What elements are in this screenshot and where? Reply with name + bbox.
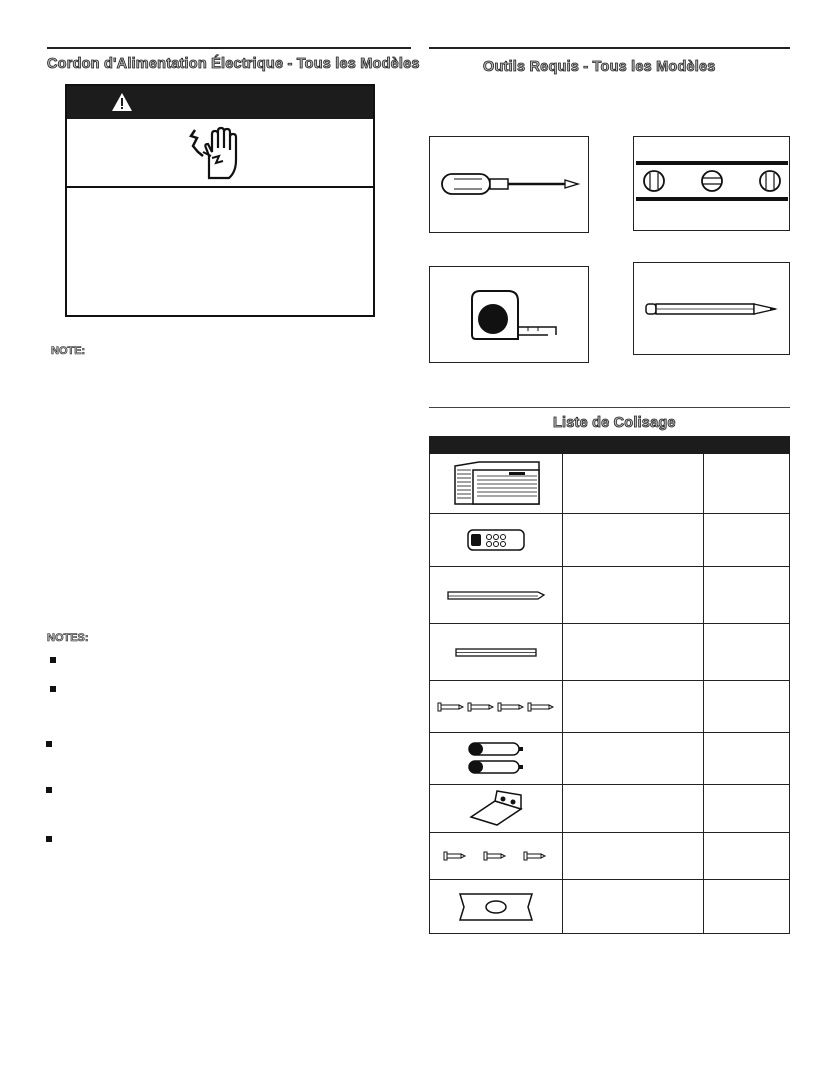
warning-box [65, 84, 375, 317]
screwdriver-icon [440, 171, 580, 197]
pencil-icon [644, 301, 782, 317]
table-row [430, 681, 790, 733]
table-row [430, 567, 790, 624]
warning-icon-area [67, 119, 373, 188]
foam-seal-icon [456, 892, 536, 922]
power-cord-title: Cordon d'Alimentation Électrique - Tous les Modèles [47, 56, 420, 72]
table-row [430, 733, 790, 785]
notes-bullet-3 [46, 741, 52, 747]
tools-title: Outils Requis - Tous les Modèles [483, 59, 716, 75]
screws-icon [437, 701, 555, 713]
note-label: NOTE: [51, 345, 86, 357]
table-row [430, 454, 790, 514]
tool-box-screwdriver [429, 136, 589, 233]
table-row [430, 880, 790, 934]
table-row [430, 833, 790, 880]
table-row [430, 785, 790, 833]
electric-shock-hand-icon [189, 126, 241, 180]
tool-box-pencil [633, 262, 790, 355]
packing-list-table [429, 436, 790, 934]
warning-bar [67, 86, 373, 119]
batteries-icon [465, 741, 527, 777]
notes-bullet-2 [50, 686, 56, 692]
table-row [430, 624, 790, 681]
packing-top-rule [429, 407, 790, 408]
level-icon [636, 159, 788, 205]
packing-header-row [430, 437, 790, 454]
tool-box-level [633, 136, 790, 231]
notes-label: NOTES: [47, 632, 89, 644]
notes-bullet-4 [46, 787, 52, 793]
air-conditioner-icon [449, 460, 543, 508]
packing-list-title: Liste de Colisage [553, 415, 676, 431]
bracket-icon [467, 789, 525, 829]
top-rail-icon [446, 589, 546, 601]
warning-triangle-icon [111, 92, 133, 112]
side-rail-icon [454, 646, 538, 658]
right-top-rule [429, 47, 790, 49]
tape-measure-icon [468, 289, 560, 345]
table-row [430, 514, 790, 567]
remote-control-icon [467, 529, 525, 551]
short-screws-icon [443, 850, 549, 862]
tool-box-tape-measure [429, 266, 589, 363]
notes-bullet-1 [50, 657, 56, 663]
notes-bullet-5 [46, 836, 52, 842]
left-top-rule [47, 47, 411, 49]
